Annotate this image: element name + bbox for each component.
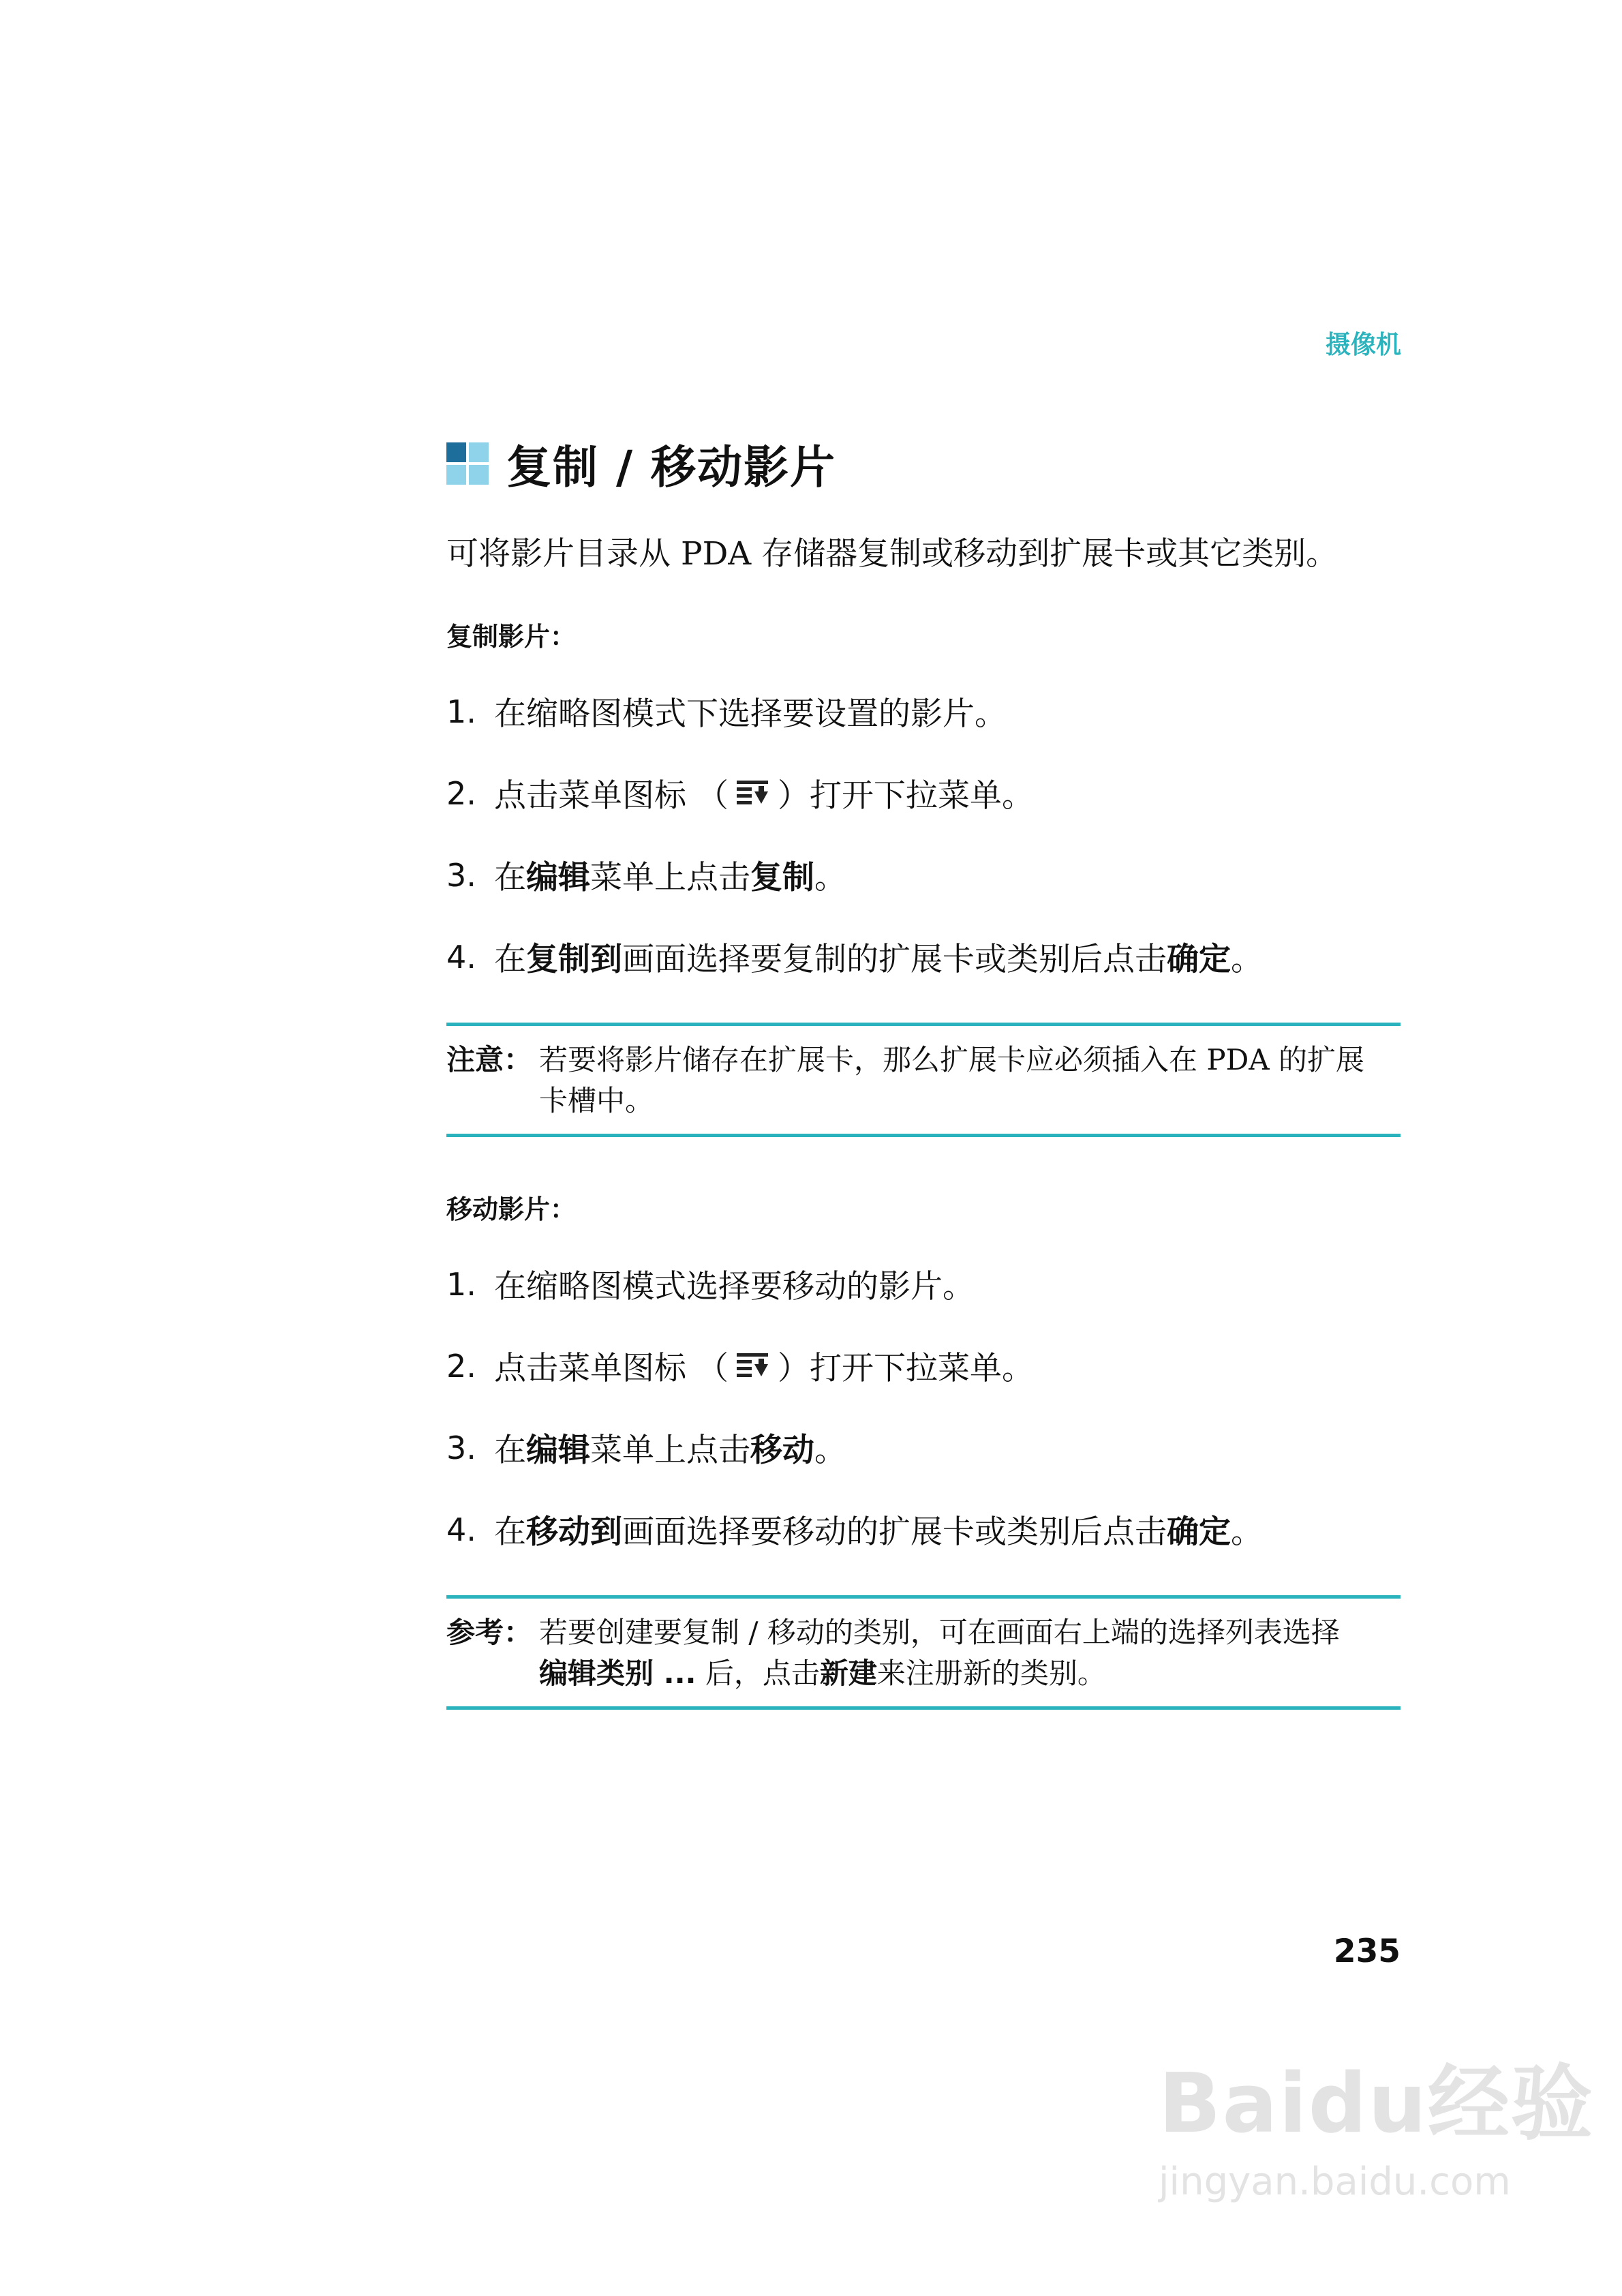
step-text-pre: 点击菜单图标 （ [494, 777, 729, 815]
move-step-2 [446, 1343, 1034, 1389]
step-bold-term: 确定 [1167, 941, 1231, 978]
section-squares-icon [446, 442, 489, 485]
step-bold-term: 编辑 [526, 859, 590, 896]
step-text: 在 [494, 941, 526, 978]
step-number: 1. [446, 1265, 476, 1303]
page-title: 复制 / 移动影片 [506, 441, 837, 494]
note-box [446, 1023, 1401, 1137]
step-text-post: ）打开下拉菜单。 [777, 777, 1034, 815]
watermark-url: jingyan.baidu.com [1159, 2160, 1511, 2204]
move-step-3 [446, 1425, 846, 1470]
reference-label: 参考： [446, 1616, 533, 1649]
step-text: 在缩略图模式选择要移动的影片。 [494, 1268, 975, 1305]
step-text: 。 [1231, 1513, 1263, 1551]
step-number: 4. [446, 938, 476, 976]
step-text: 在 [494, 1432, 526, 1469]
step-bold-term: 复制 [750, 859, 814, 896]
reference-text: 若要创建要复制 / 移动的类别，可在画面右上端的选择列表选择 [539, 1616, 1340, 1649]
copy-step-3 [446, 852, 846, 898]
reference-bold-term: 新建 [819, 1657, 877, 1690]
step-text: 在 [494, 1513, 526, 1551]
step-bold-term: 移动到 [526, 1513, 622, 1551]
step-text: 。 [1231, 941, 1263, 978]
page-number: 235 [1333, 1933, 1401, 1970]
step-bold-term: 确定 [1167, 1513, 1231, 1551]
move-step-4 [446, 1507, 1263, 1552]
step-bold-term: 移动 [750, 1432, 814, 1469]
reference-text: 来注册新的类别。 [876, 1657, 1106, 1690]
menu-dropdown-icon [733, 778, 774, 809]
step-text: 。 [814, 859, 846, 896]
reference-box [446, 1595, 1401, 1710]
step-number: 2. [446, 1347, 476, 1385]
move-heading: 移动影片： [446, 1194, 577, 1224]
step-text: 画面选择要移动的扩展卡或类别后点击 [622, 1513, 1167, 1551]
step-text: 。 [814, 1432, 846, 1469]
copy-step-1 [446, 689, 1007, 734]
copy-step-4 [446, 934, 1263, 980]
step-text-post: ）打开下拉菜单。 [777, 1350, 1034, 1387]
step-bold-term: 编辑 [526, 1432, 590, 1469]
intro-text: 可将影片目录从 PDA 存储器复制或移动到扩展卡或其它类别。 [446, 535, 1338, 573]
step-text: 菜单上点击 [590, 859, 750, 896]
step-text: 菜单上点击 [590, 1432, 750, 1469]
step-number: 1. [446, 693, 476, 730]
section-header: 摄像机 [1326, 330, 1401, 359]
note-text: 卡槽中。 [539, 1084, 654, 1117]
step-text: 在缩略图模式下选择要设置的影片。 [494, 695, 1007, 733]
note-text: 若要将影片储存在扩展卡，那么扩展卡应必须插入在 PDA 的扩展 [539, 1043, 1364, 1076]
step-bold-term: 复制到 [526, 941, 622, 978]
step-text: 画面选择要复制的扩展卡或类别后点击 [622, 941, 1167, 978]
step-number: 3. [446, 856, 476, 894]
baidu-watermark [1159, 2038, 1594, 2204]
step-number: 3. [446, 1429, 476, 1466]
title-row [446, 431, 836, 496]
reference-text: 后，点击 [696, 1657, 820, 1690]
step-number: 4. [446, 1511, 476, 1548]
reference-bold-term: 编辑类别 ... [539, 1657, 697, 1690]
step-text: 在 [494, 859, 526, 896]
copy-step-2 [446, 770, 1034, 816]
move-step-1 [446, 1261, 975, 1307]
step-number: 2. [446, 774, 476, 812]
note-label: 注意： [446, 1043, 533, 1076]
step-text-pre: 点击菜单图标 （ [494, 1350, 729, 1387]
copy-heading: 复制影片： [446, 622, 577, 652]
menu-dropdown-icon [733, 1350, 774, 1382]
watermark-logo-text: Baidu经验 [1159, 2057, 1594, 2151]
